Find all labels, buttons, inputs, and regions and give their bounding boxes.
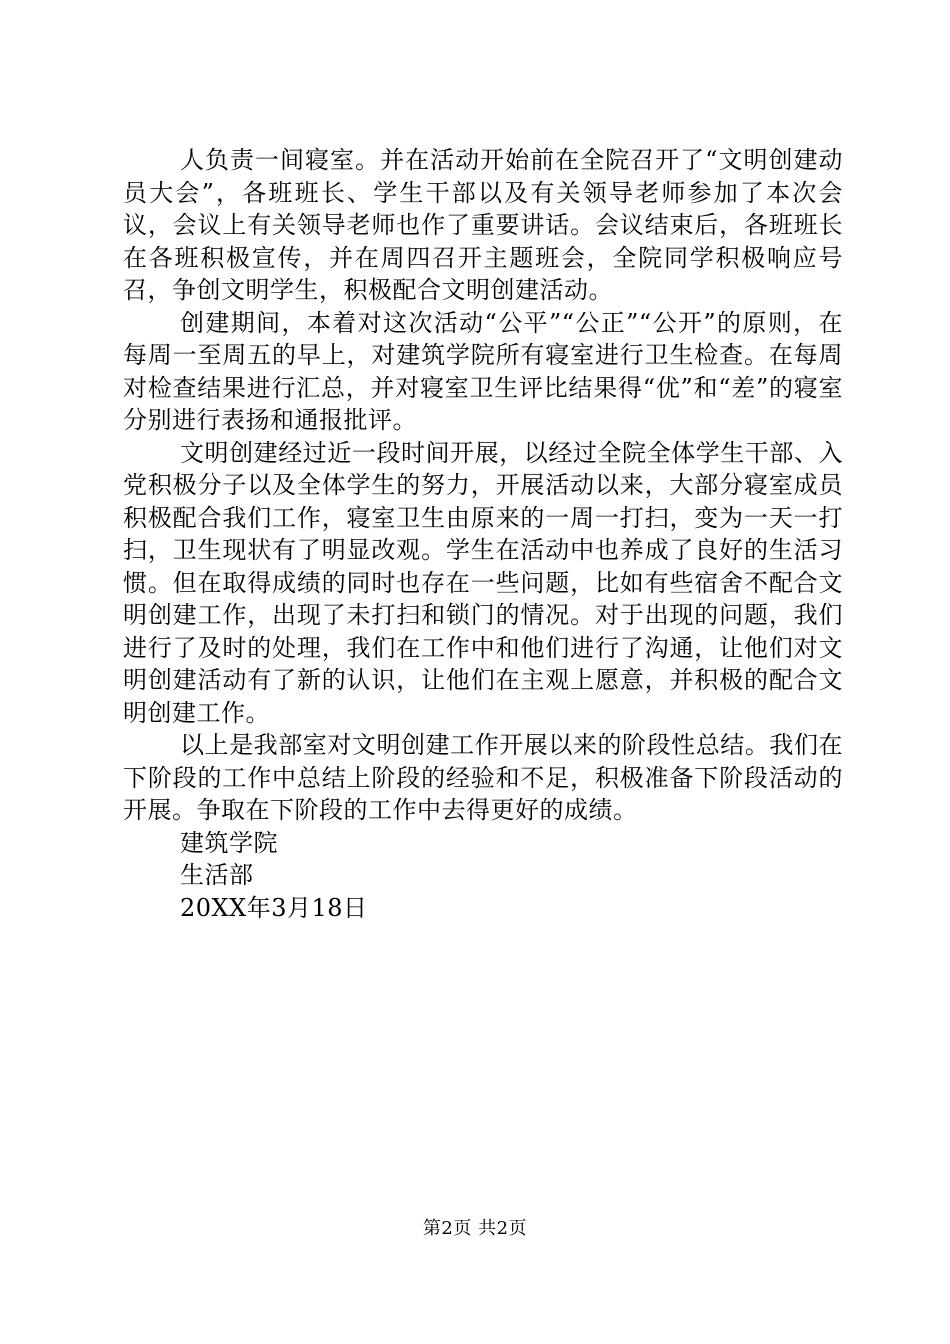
paragraph-2: 创建期间，本着对这次活动“公平”“公正”“公开”的原则，在每周一至周五的早上，对建筑学院所有寝室进行卫生检查。在每周对检查结果进行汇总，并对寝室卫生评比结果得“优”和“差”的寝室分别进行表扬和通报批评。: [123, 308, 843, 434]
signature-organization: 建筑学院: [180, 828, 278, 857]
signature-department: 生活部: [180, 861, 254, 889]
document-body: [123, 144, 843, 924]
signature-date: 20XX年3月18日: [180, 893, 368, 922]
page-footer: 第2页 共2页: [422, 1218, 528, 1239]
paragraph-1: 人负责一间寝室。并在活动开始前在全院召开了“文明创建动员大会”，各班班长、学生干部以及有关领导老师参加了本次会议，会议上有关领导老师也作了重要讲话。会议结束后，各班班长在各班积极宣传，并在周四召开主题班会，全院同学积极响应号召，争创文明学生，积极配合文明创建活动。: [123, 146, 843, 304]
paragraph-3: 文明创建经过近一段时间开展，以经过全院全体学生干部、入党积极分子以及全体学生的努力，开展活动以来，大部分寝室成员积极配合我们工作，寝室卫生由原来的一周一打扫，变为一天一打扫，卫生现状有了明显改观。学生在活动中也养成了良好的生活习惯。但在取得成绩的同时也存在一些问题，比如有些宿舍不配合文明创建工作，出现了未打扫和锁门的情况。对于出现的问题，我们进行了及时的处理，我们在工作中和他们进行了沟通，让他们对文明创建活动有了新的认识，让他们在主观上愿意，并积极的配合文明创建工作。: [123, 438, 843, 727]
paragraph-4: 以上是我部室对文明创建工作开展以来的阶段性总结。我们在下阶段的工作中总结上阶段的经验和不足，积极准备下阶段活动的开展。争取在下阶段的工作中去得更好的成绩。: [123, 731, 843, 824]
